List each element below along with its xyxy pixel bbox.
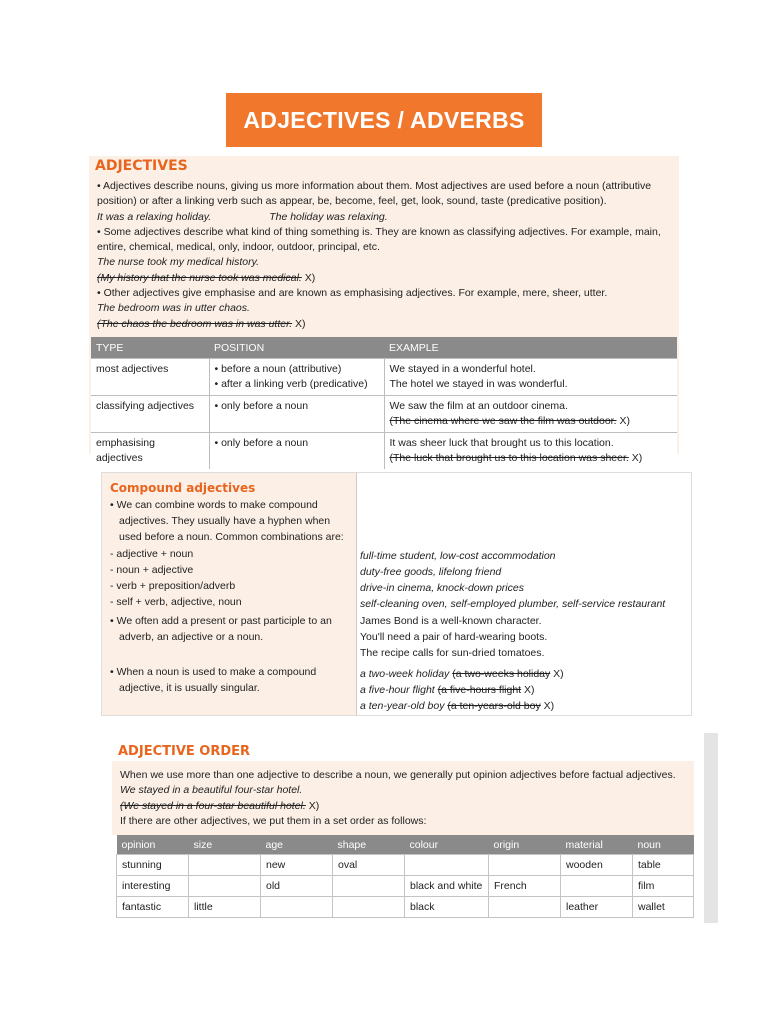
example-line: self-cleaning oven, self-employed plumber, self-service restaurant (360, 598, 666, 610)
compound-panel (101, 472, 692, 716)
incorrect-example (97, 271, 677, 286)
header-origin: origin (489, 835, 561, 855)
header-size: size (189, 835, 261, 855)
table-cell: old (261, 876, 333, 897)
position-cell: • only before a noun (209, 433, 384, 470)
table-cell (333, 897, 405, 918)
compound-intro (110, 497, 344, 545)
page-title-banner (226, 93, 542, 147)
header-position: POSITION (209, 337, 384, 359)
example-line (360, 682, 564, 698)
table-cell: new (261, 855, 333, 876)
adjective-order-panel (112, 733, 718, 923)
position-cell: • only before a noun (209, 396, 384, 433)
example-cell (384, 359, 677, 396)
example-line: James Bond is a well-known character. (360, 615, 542, 627)
paragraph: adjectives. They usually have a hyphen when (119, 515, 331, 527)
incorrect-example (97, 317, 677, 332)
example-line: We stayed in a wonderful hotel. (389, 363, 536, 375)
example-line (360, 666, 564, 682)
correct-text: a two-week holiday (360, 668, 453, 680)
position-cell (209, 359, 384, 396)
table-row (91, 433, 677, 470)
wrong-mark: X) (616, 415, 630, 427)
example-line: You'll need a pair of hard-wearing boots. (360, 631, 548, 643)
adjectives-panel (89, 156, 679, 464)
type-cell: most adjectives (91, 359, 209, 396)
table-row (117, 855, 694, 876)
table-cell (189, 855, 261, 876)
compound-heading: Compound adjectives (110, 481, 256, 495)
struck-text: (The chaos the bedroom was in was utter. (97, 317, 293, 330)
paragraph: adverb, an adjective or a noun. (119, 631, 264, 643)
struck-text: (We stayed in a four-star beautiful hotel. (120, 799, 306, 812)
table-cell: leather (561, 897, 633, 918)
paragraph: position) or after a linking verb such as appear, be, become, feel, get, look, sound, taste (predicative position). (97, 195, 607, 208)
table-cell: fantastic (117, 897, 189, 918)
example-line: drive-in cinema, knock-down prices (360, 582, 524, 594)
adjectives-text (97, 179, 677, 332)
list-item: - verb + preposition/adverb (110, 580, 236, 592)
type-cell: emphasising adjectives (91, 433, 209, 470)
table-cell: interesting (117, 876, 189, 897)
struck-text: (My history that the nurse took was medical. (97, 271, 302, 284)
paragraph: If there are other adjectives, we put them in a set order as follows: (120, 814, 427, 827)
table-row (117, 897, 694, 918)
table-cell: French (489, 876, 561, 897)
adjective-type-table (91, 337, 677, 469)
singular-rule (110, 664, 316, 696)
paragraph: adjective, it is usually singular. (119, 682, 260, 694)
paragraph: used before a noun. Common combinations are: (119, 531, 344, 543)
example-line: duty-free goods, lifelong friend (360, 566, 502, 578)
header-shape: shape (333, 835, 405, 855)
example-cell (384, 396, 677, 433)
correct-text: a five-hour flight (360, 684, 438, 696)
participle-examples (360, 613, 547, 661)
paragraph: When we use more than one adjective to describe a noun, we generally put opinion adjectives before factual adjectives. (120, 769, 676, 781)
table-row (117, 876, 694, 897)
position-line: • after a linking verb (predicative) (214, 378, 368, 390)
table-cell (333, 876, 405, 897)
wrong-mark: X) (301, 271, 316, 284)
wrong-mark: X) (628, 452, 643, 464)
table-cell: black and white (405, 876, 489, 897)
example-b: The holiday was relaxing. (269, 210, 388, 223)
header-colour: colour (405, 835, 489, 855)
table-cell: oval (333, 855, 405, 876)
singular-examples (360, 666, 564, 714)
struck-text: (The luck that brought us to this location was sheer. (389, 452, 629, 464)
header-age: age (261, 835, 333, 855)
header-opinion: opinion (117, 835, 189, 855)
struck-text: (a two-weeks holiday (452, 668, 551, 680)
header-example: EXAMPLE (384, 337, 677, 359)
list-item: - noun + adjective (110, 564, 194, 576)
adjective-order-table (116, 835, 694, 918)
paragraph: • Some adjectives describe what kind of thing something is. They are known as classifying adjectives. For example, main, (97, 225, 661, 238)
type-cell: classifying adjectives (91, 396, 209, 433)
page-title: ADJECTIVES / ADVERBS (243, 106, 525, 133)
table-cell: wooden (561, 855, 633, 876)
table-cell (489, 855, 561, 876)
list-item: - adjective + noun (110, 548, 194, 560)
table-cell: table (633, 855, 694, 876)
table-cell: film (633, 876, 694, 897)
participle-rule (110, 613, 332, 645)
paragraph: • Other adjectives give emphasise and are known as emphasising adjectives. For example, mere, sheer, utter. (97, 287, 608, 300)
table-cell: stunning (117, 855, 189, 876)
table-cell: wallet (633, 897, 694, 918)
combination-examples (360, 548, 665, 612)
example-line: full-time student, low-cost accommodation (360, 550, 556, 562)
example-sentence: The bedroom was in utter chaos. (97, 302, 250, 315)
example-sentence (97, 210, 677, 225)
correct-text: a ten-year-old boy (360, 700, 448, 712)
header-material: material (561, 835, 633, 855)
combination-list (110, 546, 242, 610)
wrong-mark: X) (521, 684, 535, 696)
order-intro (120, 768, 676, 829)
paragraph: • We often add a present or past participle to an (110, 615, 332, 627)
table-row (91, 396, 677, 433)
struck-text: (a five-hours flight (437, 684, 522, 696)
header-noun: noun (633, 835, 694, 855)
list-item: - self + verb, adjective, noun (110, 596, 242, 608)
table-cell (489, 897, 561, 918)
incorrect-example (390, 414, 673, 429)
table-header-row (117, 835, 694, 855)
table-header-row (91, 337, 677, 359)
example-line: We saw the film at an outdoor cinema. (389, 400, 568, 412)
example-sentence: We stayed in a beautiful four-star hotel. (120, 784, 303, 797)
wrong-mark: X) (292, 317, 306, 330)
wrong-mark: X) (550, 668, 564, 680)
example-line (360, 698, 564, 714)
paragraph: • When a noun is used to make a compound (110, 666, 317, 678)
wrong-mark: X) (305, 799, 320, 812)
position-line: • before a noun (attributive) (214, 363, 342, 375)
paragraph: entire, chemical, medical, only, indoor, outdoor, principal, etc. (97, 241, 380, 254)
example-line: The recipe calls for sun-dried tomatoes. (360, 647, 545, 659)
table-row (91, 359, 677, 396)
table-cell (561, 876, 633, 897)
struck-text: (a ten-years-old boy (447, 700, 541, 712)
struck-text: (The cinema where we saw the film was outdoor. (389, 415, 617, 427)
example-cell (384, 433, 677, 470)
table-cell: little (189, 897, 261, 918)
incorrect-example (120, 799, 676, 814)
incorrect-example (390, 451, 673, 466)
adjectives-heading: ADJECTIVES (95, 158, 188, 174)
paragraph: • Adjectives describe nouns, giving us more information about them. Most adjectives are used before a noun (attributive (97, 180, 652, 192)
table-cell (405, 855, 489, 876)
table-cell (261, 897, 333, 918)
table-cell (189, 876, 261, 897)
example-sentence: The nurse took my medical history. (97, 256, 260, 269)
example-line: It was sheer luck that brought us to this location. (389, 437, 614, 449)
header-type: TYPE (91, 337, 209, 359)
wrong-mark: X) (540, 700, 555, 712)
paragraph: • We can combine words to make compound (110, 499, 318, 511)
example-line: The hotel we stayed in was wonderful. (389, 378, 568, 390)
table-cell: black (405, 897, 489, 918)
example-a: It was a relaxing holiday. (97, 210, 212, 223)
order-heading: ADJECTIVE ORDER (118, 744, 251, 759)
